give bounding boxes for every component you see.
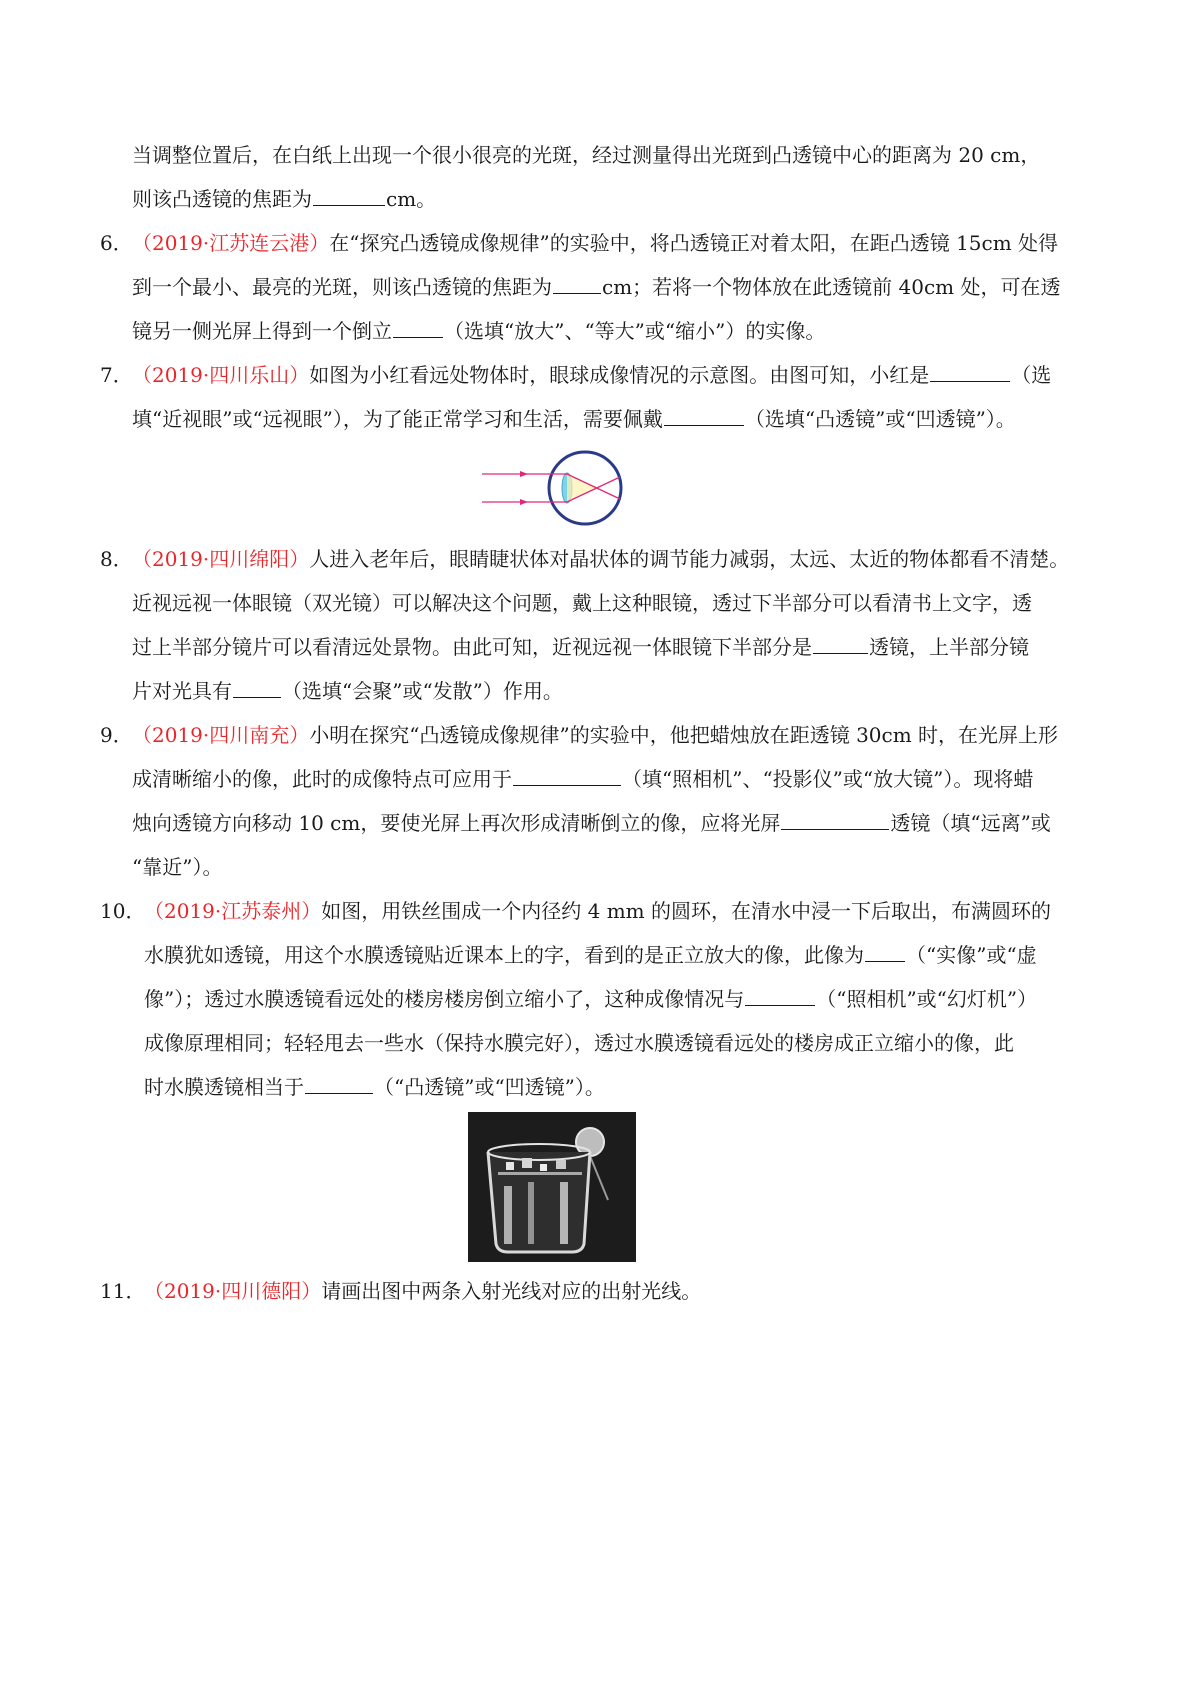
question-source: （2019·江苏泰州） xyxy=(144,899,322,923)
answer-blank[interactable] xyxy=(664,405,744,426)
q11-line-1: （2019·四川德阳）请画出图中两条入射光线对应的出射光线。 xyxy=(144,1279,702,1303)
q8-line-3: 过上半部分镜片可以看清远处景物。由此可知，近视远视一体眼镜下半部分是 透镜，上半部分镜 xyxy=(132,635,1029,659)
question-source: （2019·四川绵阳） xyxy=(132,547,310,571)
answer-blank[interactable] xyxy=(553,273,601,294)
answer-blank[interactable] xyxy=(745,985,815,1006)
q7-line-1: （2019·四川乐山）如图为小红看远处物体时，眼球成像情况的示意图。由图可知，小红是 （选 xyxy=(132,363,1052,387)
intro-line-2: 则该凸透镜的焦距为 cm。 xyxy=(132,187,437,211)
light-cone xyxy=(567,474,600,502)
q9-line-2: 成清晰缩小的像，此时的成像特点可应用于 （填“照相机”、“投影仪”或“放大镜”）。现将蜡 xyxy=(132,767,1034,791)
eye-diagram xyxy=(480,448,630,528)
answer-blank[interactable] xyxy=(233,677,281,698)
beaker-glass xyxy=(488,1152,590,1252)
answer-blank[interactable] xyxy=(393,317,443,338)
question-source: （2019·四川南充） xyxy=(132,723,310,747)
q9-line-1: （2019·四川南充）小明在探究“凸透镜成像规律”的实验中，他把蜡烛放在距透镜 30cm 时，在光屏上形 xyxy=(132,723,1059,747)
question-number: 10． xyxy=(100,899,146,923)
q8-line-4: 片对光具有 （选填“会聚”或“发散”）作用。 xyxy=(132,679,563,703)
q10-line-1: （2019·江苏泰州）如图，用铁丝围成一个内径约 4 mm 的圆环，在清水中浸一下后取出，布满圆环的 xyxy=(144,899,1051,923)
q10-line-5: 时水膜透镜相当于 （“凸透镜”或“凹透镜”）。 xyxy=(144,1075,605,1099)
answer-blank[interactable] xyxy=(781,809,889,830)
answer-blank[interactable] xyxy=(513,765,621,786)
arrow-head xyxy=(520,471,528,477)
q9-line-3: 烛向透镜方向移动 10 cm，要使光屏上再次形成清晰倒立的像，应将光屏 透镜（填“远离”或 xyxy=(132,811,1051,835)
question-number: 11． xyxy=(100,1279,146,1303)
answer-blank[interactable] xyxy=(305,1073,373,1094)
q10-line-2: 水膜犹如透镜，用这个水膜透镜贴近课本上的字，看到的是正立放大的像，此像为 （“实像”或“虚 xyxy=(144,943,1037,967)
q6-line-2: 到一个最小、最亮的光斑，则该凸透镜的焦距为 cm；若将一个物体放在此透镜前 40cm 处，可在透 xyxy=(132,275,1061,299)
q8-line-2: 近视远视一体眼镜（双光镜）可以解决这个问题，戴上这种眼镜，透过下半部分可以看清书上文字，透 xyxy=(132,591,1032,615)
question-source: （2019·四川德阳） xyxy=(144,1279,322,1303)
question-number: 8． xyxy=(100,547,133,571)
q9-line-4: “靠近”）。 xyxy=(132,855,223,879)
beaker-photo xyxy=(468,1112,636,1262)
answer-blank[interactable] xyxy=(313,185,385,206)
answer-blank[interactable] xyxy=(865,941,905,962)
q6-line-1: （2019·江苏连云港）在“探究凸透镜成像规律”的实验中，将凸透镜正对着太阳，在距凸透镜 15cm 处得 xyxy=(132,231,1059,255)
question-number: 9． xyxy=(100,723,133,747)
answer-blank[interactable] xyxy=(930,361,1010,382)
question-source: （2019·江苏连云港） xyxy=(132,231,330,255)
question-source: （2019·四川乐山） xyxy=(132,363,310,387)
answer-blank[interactable] xyxy=(813,633,868,654)
q10-line-3: 像”）；透过水膜透镜看远处的楼房楼房倒立缩小了，这种成像情况与 （“照相机”或“幻灯机”） xyxy=(144,987,1038,1011)
intro-line-1: 当调整位置后，在白纸上出现一个很小很亮的光斑，经过测量得出光斑到凸透镜中心的距离为 20 cm， xyxy=(132,143,1041,167)
q10-line-4: 成像原理相同；轻轻甩去一些水（保持水膜完好），透过水膜透镜看远处的楼房成正立缩小的像，此 xyxy=(144,1031,1014,1055)
question-number: 6． xyxy=(100,231,133,255)
q8-line-1: （2019·四川绵阳）人进入老年后，眼睛睫状体对晶状体的调节能力减弱，太远、太近的物体都看不清楚。 xyxy=(132,547,1070,571)
q6-line-3: 镜另一侧光屏上得到一个倒立 （选填“放大”、“等大”或“缩小”）的实像。 xyxy=(132,319,826,343)
question-number: 7． xyxy=(100,363,133,387)
q7-line-2: 填“近视眼”或“远视眼”），为了能正常学习和生活，需要佩戴 （选填“凸透镜”或“凹透镜”）。 xyxy=(132,407,1016,431)
arrow-head xyxy=(520,499,528,505)
